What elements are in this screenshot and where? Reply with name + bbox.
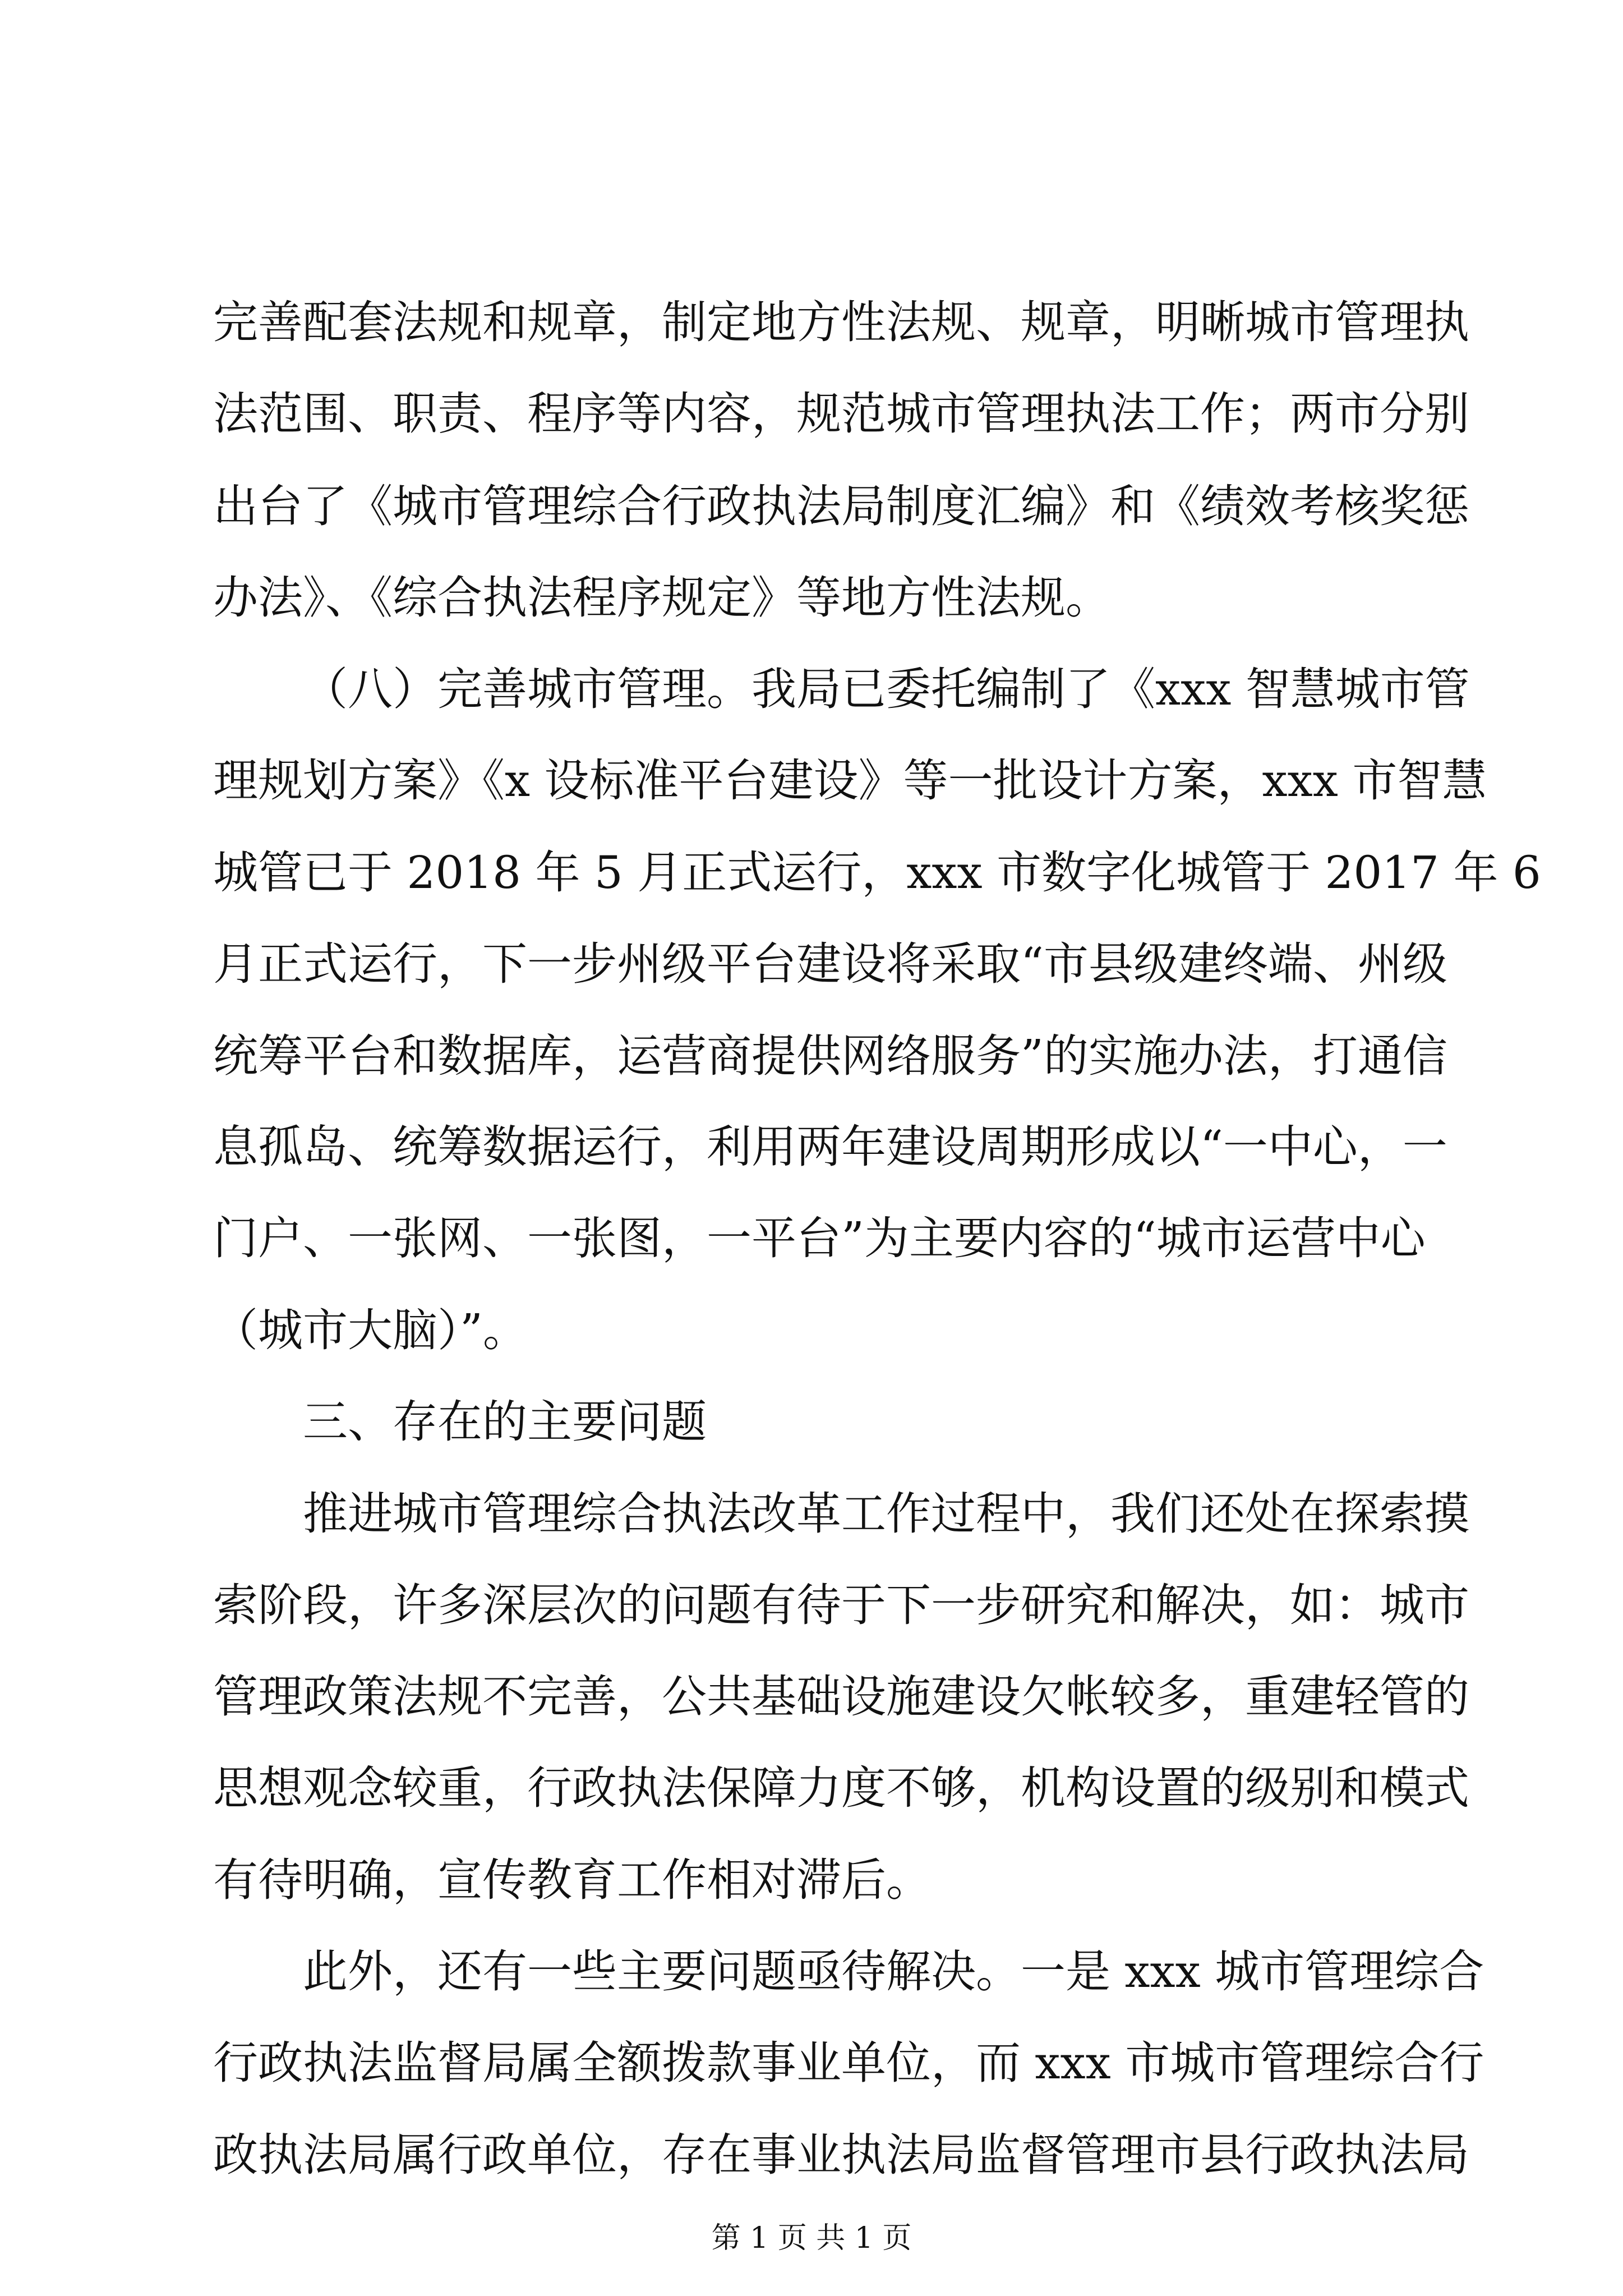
text-line: 索阶段，许多深层次的问题有待于下一步研究和解决，如：城市 [213, 1579, 1469, 1631]
text-line: 完善配套法规和规章，制定地方性法规、规章，明晰城市管理执 [213, 296, 1469, 348]
text-line: 行政执法监督局属全额拨款事业单位，而 xxx 市城市管理综合行 [213, 2037, 1484, 2089]
text-line: （八）完善城市管理。我局已委托编制了《xxx 智慧城市管 [303, 663, 1470, 715]
page-number-footer: 第 1 页 共 1 页 [711, 2221, 912, 2255]
section-heading: 三、存在的主要问题 [303, 1396, 707, 1448]
text-line: 出台了《城市管理综合行政执法局制度汇编》和《绩效考核奖惩 [213, 480, 1469, 532]
text-line: 推进城市管理综合执法改革工作过程中，我们还处在探索摸 [303, 1488, 1469, 1540]
text-line: 法范围、职责、程序等内容，规范城市管理执法工作；两市分别 [213, 388, 1469, 440]
text-line: 思想观念较重，行政执法保障力度不够，机构设置的级别和模式 [213, 1762, 1469, 1814]
text-line: 管理政策法规不完善，公共基础设施建设欠帐较多，重建轻管的 [213, 1671, 1469, 1723]
text-line: 理规划方案》《x 设标准平台建设》等一批设计方案，xxx 市智慧 [213, 754, 1487, 807]
text-line: 统筹平台和数据库，运营商提供网络服务”的实施办法，打通信 [213, 1030, 1447, 1082]
text-line: 息孤岛、统筹数据运行，利用两年建设周期形成以“一中心，一 [213, 1121, 1447, 1173]
text-line: （城市大脑）”。 [213, 1304, 528, 1356]
text-line: 城管已于 2018 年 5 月正式运行，xxx 市数字化城管于 2017 年 6 [213, 846, 1541, 899]
text-line: 月正式运行，下一步州级平台建设将采取“市县级建终端、州级 [213, 938, 1447, 990]
text-line: 有待明确，宣传教育工作相对滞后。 [213, 1854, 931, 1906]
text-line: 政执法局属行政单位，存在事业执法局监督管理市县行政执法局 [213, 2129, 1469, 2181]
text-line: 门户、一张网、一张图，一平台”为主要内容的“城市运营中心 [213, 1212, 1426, 1264]
text-line: 此外，还有一些主要问题亟待解决。一是 xxx 城市管理综合 [303, 1945, 1484, 1998]
text-line: 办法》、《综合执法程序规定》等地方性法规。 [213, 572, 1110, 624]
